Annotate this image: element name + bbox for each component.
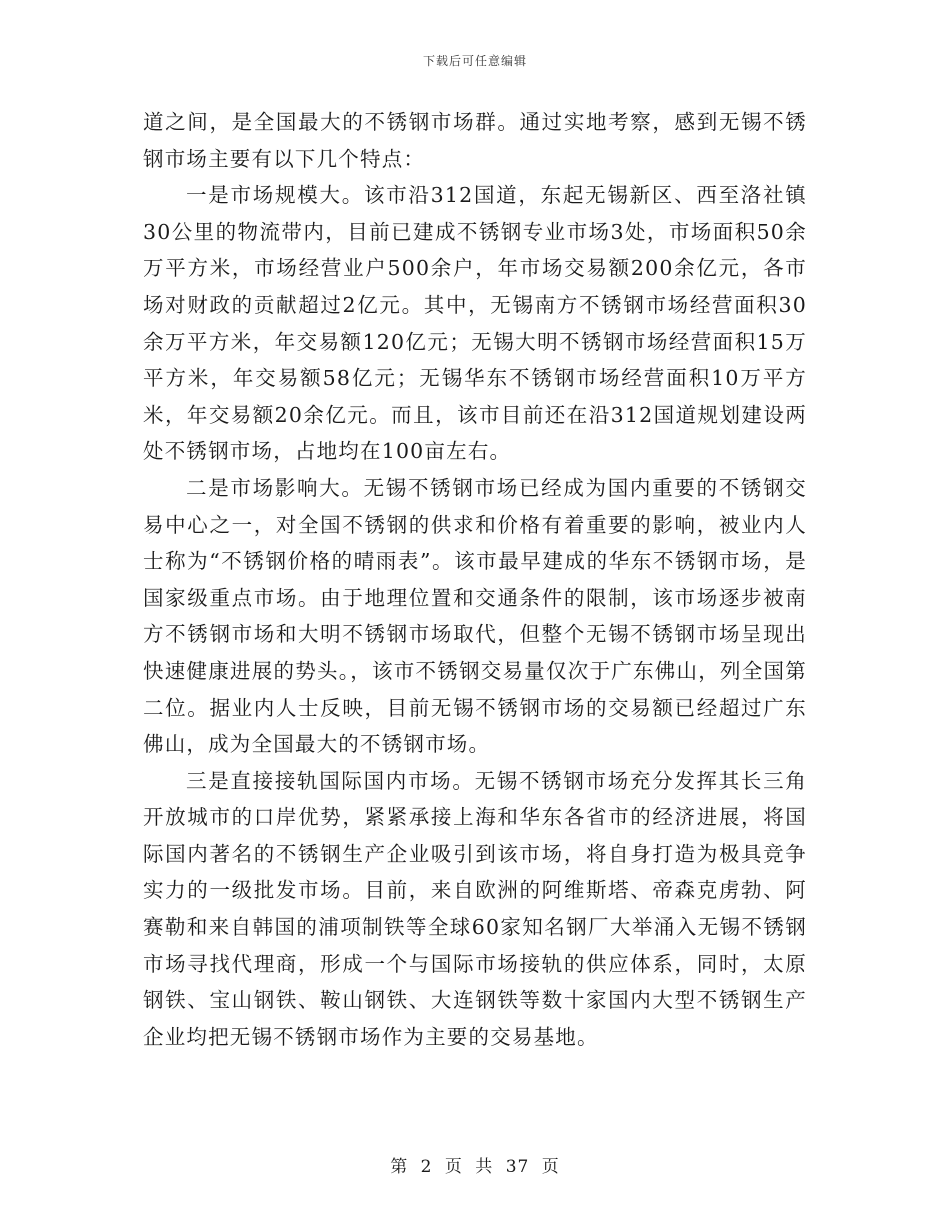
paragraph-continuation: 道之间，是全国最大的不锈钢市场群。通过实地考察，感到无锡不锈钢市场主要有以下几个特点： — [143, 110, 807, 171]
page-number-footer: 第 2 页 共 37 页 — [390, 1157, 560, 1177]
paragraph-market-influence: 二是市场影响大。无锡不锈钢市场已经成为国内重要的不锈钢交易中心之一，对全国不锈钢的供求和价格有着重要的影响，被业内人士称为“不锈钢价格的晴雨表”。该市最早建成的华东不锈钢市场，是国家级重点市场。由于地理位置和交通条件的限制，该市场逐步被南方不锈钢市场和大明不锈钢市场取代，但整个无锡不锈钢市场呈现出快速健康进展的势头。，该市不锈钢交易量仅次于广东佛山，列全国第二位。据业内人士反映，目前无锡不锈钢市场的交易额已经超过广东佛山，成为全国最大的不锈钢市场。 — [143, 475, 807, 757]
paragraph-international-markets: 三是直接接轨国际国内市场。无锡不锈钢市场充分发挥其长三角开放城市的口岸优势，紧紧承接上海和华东各省市的经济进展，将国际国内著名的不锈钢生产企业吸引到该市场，将自身打造为极具竞争实力的一级批发市场。目前，来自欧洲的阿维斯塔、帝森克虏勃、阿赛勒和来自韩国的浦项制铁等全球60家知名钢厂大举涌入无锡不锈钢市场寻找代理商，形成一个与国际市场接轨的供应体系，同时，太原钢铁、宝山钢铁、鞍山钢铁、大连钢铁等数十家国内大型不锈钢生产企业均把无锡不锈钢市场作为主要的交易基地。 — [143, 768, 807, 1049]
document-body — [143, 104, 807, 1055]
page-header: 下载后可任意编辑 — [422, 54, 527, 68]
paragraph-market-scale: 一是市场规模大。该市沿312国道，东起无锡新区、西至洛社镇30公里的物流带内，目前已建成不锈钢专业市场3处，市场面积50余万平方米，市场经营业户500余户，年市场交易额200余亿元，各市场对财政的贡献超过2亿元。其中，无锡南方不锈钢市场经营面积30余万平方米，年交易额120亿元；无锡大明不锈钢市场经营面积15万平方米，年交易额58亿元；无锡华东不锈钢市场经营面积10万平方米，年交易额20余亿元。而且，该市目前还在沿312国道规划建设两处不锈钢市场，占地均在100亩左右。 — [143, 183, 807, 464]
